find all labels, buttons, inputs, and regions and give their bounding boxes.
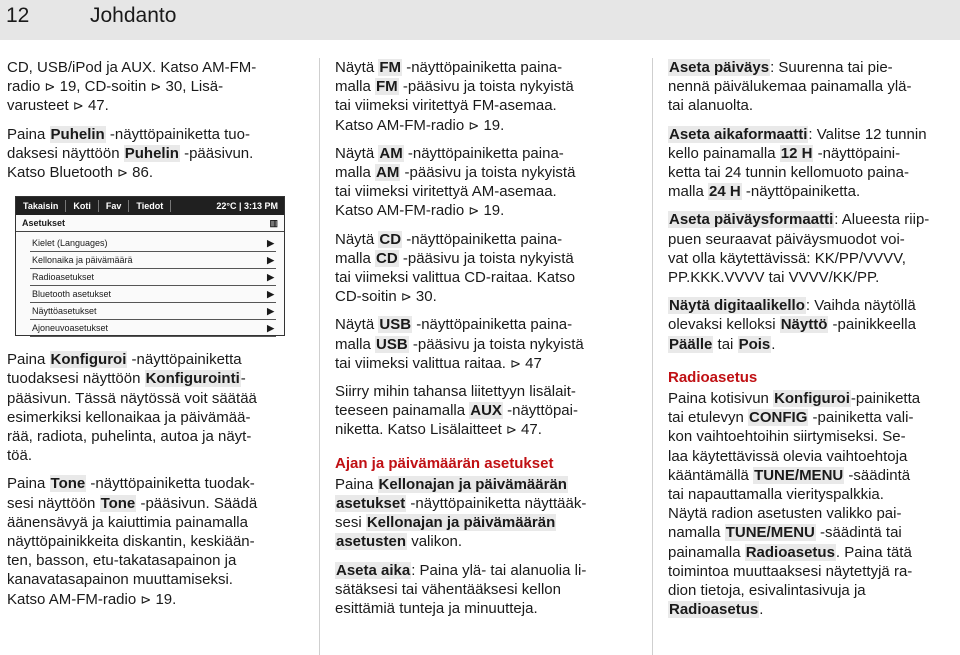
- page-number: 12: [6, 4, 30, 27]
- paragraph: Näytä AM -näyttöpainiketta paina- malla AM -pääsivu ja toista nykyistä tai viimeksi viritettyä AM-asemaa. Katso AM-FM-radio ⊳ 19.: [335, 144, 576, 220]
- screen-menu-item: Ajoneuvoasetukset ▶: [30, 320, 276, 337]
- screen-tab: Fav: [99, 200, 130, 212]
- screen-title: Asetukset: [22, 218, 66, 229]
- section-heading: Radioasetus: [668, 368, 758, 386]
- paragraph: Näytä FM -näyttöpainiketta paina- malla FM -pääsivu ja toista nykyistä tai viimeksi viritettyä FM-asemaa. Katso AM-FM-radio ⊳ 19.: [335, 59, 574, 134]
- page-ref-icon: ⊳: [400, 289, 412, 305]
- column-divider: [319, 58, 320, 655]
- chevron-right-icon: ▶: [267, 272, 274, 283]
- chevron-right-icon: ▶: [267, 238, 274, 249]
- column-divider: [652, 58, 653, 655]
- screen-menu-item: Bluetooth asetukset ▶: [30, 286, 276, 303]
- paragraph: Aseta päiväys: Suurenna tai pie- nennä päivälukemaa painamalla ylä- tai alanuolta.: [668, 59, 912, 115]
- chapter-title: Johdanto: [90, 4, 177, 27]
- screen-tab: Takaisin: [16, 200, 66, 212]
- page-ref-icon: ⊳: [140, 591, 152, 607]
- paragraph: Paina kotisivun Konfiguroi-painiketta tai etulevyn CONFIG -painiketta vali- kon vaihtoehtoihin siirtymiseksi. Se- laa käytettävissä olevia vaihtoehtoja kääntämällä TUNE/MENU -säädintä tai napauttamalla vierityspalkkia. Näytä radion asetusten valikko pai- namalla TUNE/MENU -säädintä tai painamalla Radioasetus. Paina tätä toimintoa muuttaaksesi näytettyjä ra- dion tietoja, esivalintasivuja ja Radioasetus.: [668, 390, 921, 619]
- screen-menu-item: Radioasetukset ▶: [30, 269, 276, 286]
- page-ref-icon: ⊳: [468, 117, 480, 133]
- page-header: [0, 0, 960, 40]
- chevron-right-icon: ▶: [267, 289, 274, 300]
- column-3: [668, 58, 960, 628]
- section-heading: Ajan ja päivämäärän asetukset: [335, 454, 554, 472]
- page-ref-icon: ⊳: [150, 79, 162, 95]
- screen-tab: Koti: [66, 200, 99, 212]
- paragraph: Näytä USB -näyttöpainiketta paina- malla USB -pääsivu ja toista nykyistä tai viimeksi valittua raitaa. ⊳ 47: [335, 316, 584, 372]
- chevron-right-icon: ▶: [267, 323, 274, 334]
- paragraph: Näytä digitaalikello: Vaihda näytöllä olevaksi kelloksi Näyttö -painikkeella Päälle tai Pois.: [668, 297, 916, 353]
- paragraph: Paina Puhelin -näyttöpainiketta tuo- daksesi näyttöön Puhelin -pääsivun. Katso Bluetooth ⊳ 86.: [7, 125, 254, 182]
- screen-menu-item: Kellonaika ja päivämäärä ▶: [30, 252, 276, 269]
- trash-icon: ▥: [269, 218, 278, 229]
- paragraph: Aseta aikaformaatti: Valitse 12 tunnin kello painamalla 12 H -näyttöpaini- ketta tai 24 tunnin kellomuoto paina- malla 24 H -näyttöpainiketta.: [668, 125, 927, 201]
- screen-title-bar: [16, 215, 284, 232]
- paragraph: Siirry mihin tahansa liitettyyn lisälait- teeseen painamalla AUX -näyttöpai- niketta. Katso Lisälaitteet ⊳ 47.: [335, 383, 578, 439]
- column-1: [7, 58, 307, 618]
- paragraph: Näytä CD -näyttöpainiketta paina- malla CD -pääsivu ja toista nykyistä tai viimeksi valittua CD-raitaa. Katso CD-soitin ⊳ 30.: [335, 230, 576, 306]
- page-ref-icon: ⊳: [44, 79, 56, 95]
- chevron-right-icon: ▶: [267, 255, 274, 266]
- page-ref-icon: ⊳: [72, 98, 84, 114]
- chevron-right-icon: ▶: [267, 306, 274, 317]
- paragraph: Paina Konfiguroi -näyttöpainiketta tuodaksesi näyttöön Konfigurointi- pääsivun. Tässä näytössä voit säätää esimerkiksi kellonaikaa ja päivämää- rää, radiota, puhelinta, autoa ja näyt- töä.: [7, 351, 257, 465]
- page-ref-icon: ⊳: [117, 165, 128, 181]
- screen-menu-item: Kielet (Languages) ▶: [30, 235, 276, 252]
- screen-status: 22°C | 3:13 PM: [216, 201, 278, 212]
- screen-tab: Tiedot: [129, 200, 171, 212]
- paragraph: Aseta päiväysformaatti: Alueesta riip- puen seuraavat päiväysmuodot voi- vat olla käytettävissä: KK/PP/VVVV, PP.KKK.VVVV tai VVVV/KK/PP.: [668, 211, 930, 287]
- page-ref-icon: ⊳: [468, 203, 480, 219]
- paragraph: Aseta aika: Paina ylä- tai alanuolia li- sätäksesi tai vähentääksesi kellon esittämiä tunteja ja minuutteja.: [335, 561, 587, 618]
- column-2: [335, 58, 630, 627]
- paragraph: Paina Kellonajan ja päivämäärän asetukset -näyttöpainiketta näyttääk- sesi Kellonajan ja päivämäärän asetusten valikon.: [335, 475, 587, 551]
- paragraph: CD, USB/iPod ja AUX. Katso AM-FM- radio ⊳ 19, CD-soitin ⊳ 30, Lisä- varusteet ⊳ 47.: [7, 59, 257, 115]
- screen-menu-item: Näyttöasetukset ▶: [30, 303, 276, 320]
- screen-top-bar: [16, 197, 284, 215]
- page-ref-icon: ⊳: [510, 355, 521, 371]
- settings-screen-illustration: [15, 196, 285, 336]
- page-ref-icon: ⊳: [505, 422, 517, 438]
- screen-menu: [30, 235, 276, 337]
- paragraph: Paina Tone -näyttöpainiketta tuodak- sesi näyttöön Tone -pääsivun. Säädä äänensävyä ja kaiuttimia painamalla näyttöpainikkeita diskantin, keskiään- ten, basson, etu-takatasapainon ja kanavatasapainon muuttamiseksi. Katso AM-FM-radio ⊳ 19.: [7, 475, 258, 608]
